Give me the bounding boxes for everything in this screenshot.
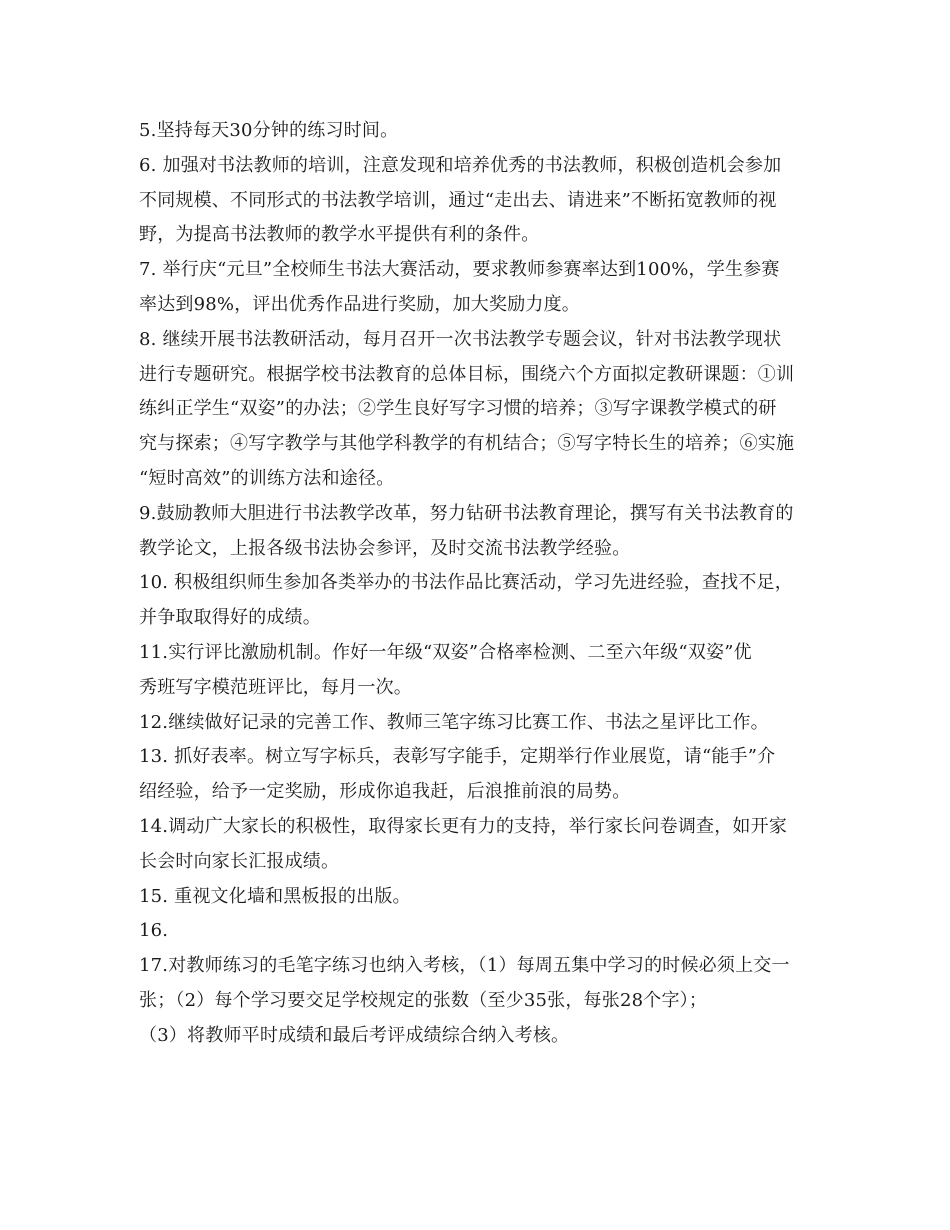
text-line: （3）将教师平时成绩和最后考评成绩综合纳入考核。 <box>139 1024 570 1046</box>
text-line: 绍经验，给予一定奖励，形成你追我赶，后浪推前浪的局势。 <box>139 781 631 803</box>
text-line: 率达到98%，评出优秀作品进行奖励，加大奖励力度。 <box>139 293 581 315</box>
text-line: 10. 积极组织师生参加各类举办的书法作品比赛活动，学习先进经验，查找不足， <box>139 572 793 594</box>
text-line: 张；（2）每个学习要交足学校规定的张数（至少35张，每张28个字）； <box>139 989 708 1011</box>
text-line: 练纠正学生“双姿”的办法；②学生良好写字习惯的培养；③写字课教学模式的研 <box>139 398 777 420</box>
text-line: 12.继续做好记录的完善工作、教师三笔字练习比赛工作、书法之星评比工作。 <box>139 711 769 733</box>
text-line: 9.鼓励教师大胆进行书法教学改革，努力钻研书法教育理论，撰写有关书法教育的 <box>139 502 794 524</box>
text-line: “短时高效”的训练方法和途径。 <box>139 467 395 489</box>
text-line: 6. 加强对书法教师的培训，注意发现和培养优秀的书法教师，积极创造机会参加 <box>139 154 782 176</box>
text-line: 7. 举行庆“元旦”全校师生书法大赛活动，要求教师参赛率达到100%，学生参赛 <box>139 259 780 281</box>
text-line: 究与探索；④写字教学与其他学科教学的有机结合；⑤写字特长生的培养；⑥实施 <box>139 433 795 455</box>
text-line: 并争取取得好的成绩。 <box>139 607 321 629</box>
text-line: 秀班写字模范班评比，每月一次。 <box>139 676 412 698</box>
text-line: 11.实行评比激励机制。作好一年级“双姿”合格率检测、二至六年级“双姿”优 <box>139 641 752 663</box>
text-line: 5.坚持每天30分钟的练习时间。 <box>139 120 399 141</box>
text-line: 14.调动广大家长的积极性，取得家长更有力的支持，举行家长问卷调查，如开家 <box>139 815 788 837</box>
text-line: 教学论文，上报各级书法协会参评，及时交流书法教学经验。 <box>139 537 631 559</box>
document-body <box>139 114 819 1054</box>
text-line: 不同规模、不同形式的书法教学培训，通过“走出去、请进来”不断拓宽教师的视 <box>139 189 777 211</box>
text-line: 17.对教师练习的毛笔字练习也纳入考核，（1）每周五集中学习的时候必须上交一 <box>139 955 790 977</box>
text-line: 进行专题研究。根据学校书法教育的总体目标，围绕六个方面拟定教研课题：①训 <box>139 363 795 385</box>
text-line: 15. 重视文化墙和黑板报的出版。 <box>139 885 411 907</box>
text-line: 长会时向家长汇报成绩。 <box>139 850 340 872</box>
text-line: 8. 继续开展书法教研活动，每月召开一次书法教学专题会议，针对书法教学现状 <box>139 328 782 350</box>
text-line: 野，为提高书法教师的教学水平提供有利的条件。 <box>139 224 540 246</box>
text-line: 16. <box>139 920 169 942</box>
text-line: 13. 抓好表率。树立写字标兵，表彰写字能手，定期举行作业展览，请“能手”介 <box>139 746 776 768</box>
